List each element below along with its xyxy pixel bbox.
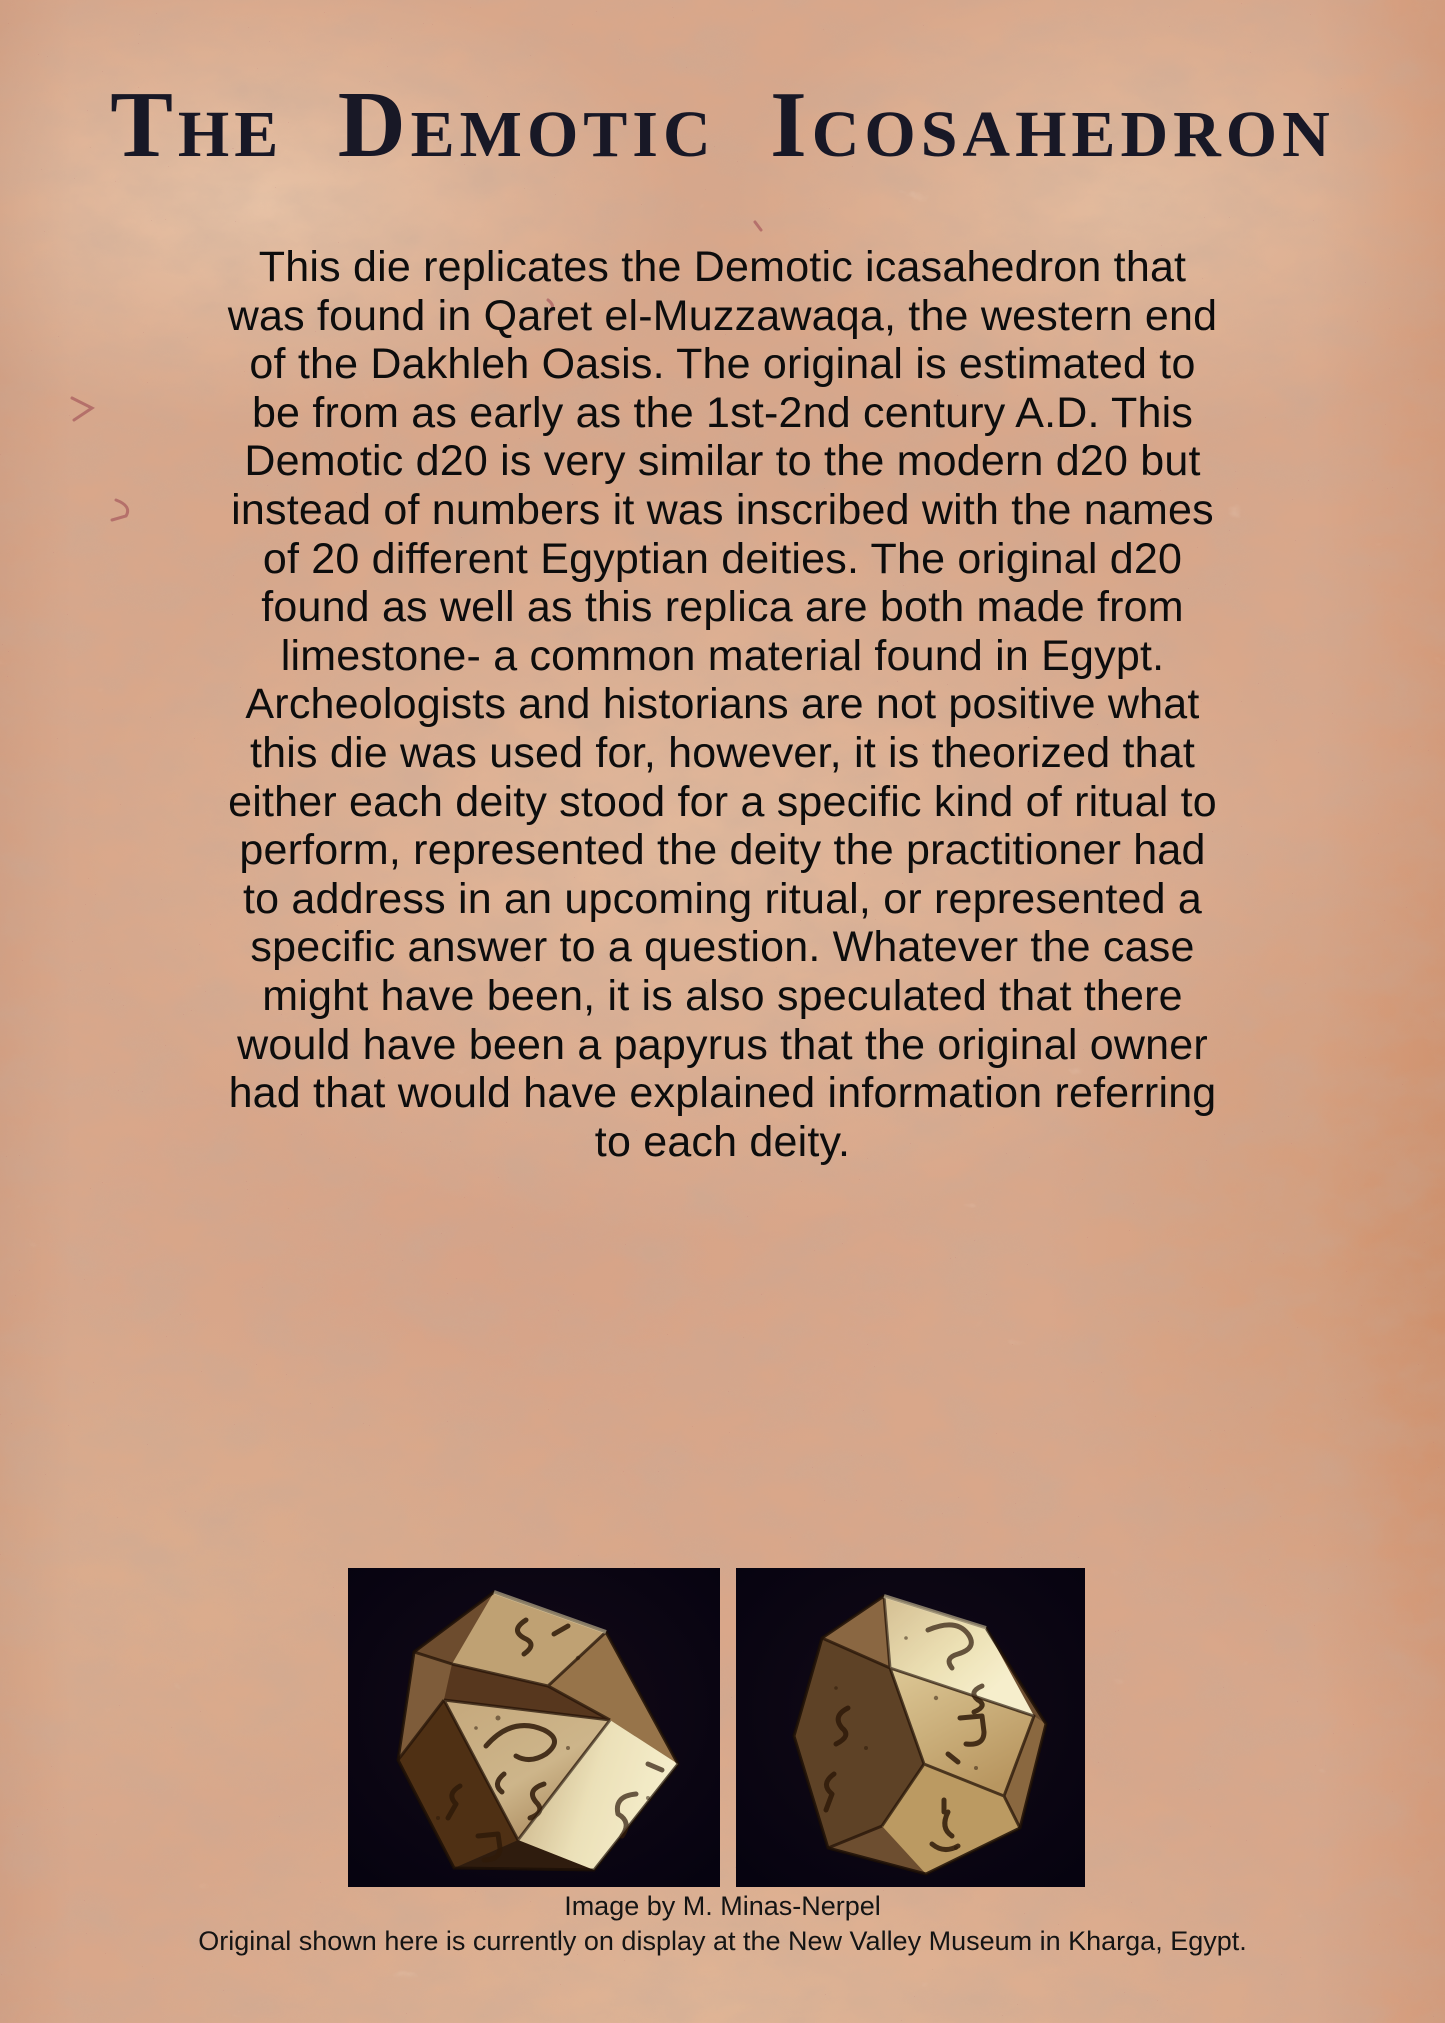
photo-caption [0, 1889, 1445, 1959]
paragraph-line: Archeologists and historians are not positive what [245, 680, 1200, 729]
paragraph-line: would have been a papyrus that the original owner [237, 1020, 1208, 1069]
paragraph-line: either each deity stood for a specific kind of ritual to [228, 777, 1217, 826]
paragraph-line: Demotic d20 is very similar to the modern d20 but [244, 437, 1201, 486]
paragraph-line: might have been, it is also speculated that there [262, 971, 1183, 1020]
die-photo-strip [348, 1568, 1085, 1887]
paragraph-line: of the Dakhleh Oasis. The original is estimated to [249, 340, 1196, 389]
paragraph-line: instead of numbers it was inscribed with the names [231, 485, 1214, 534]
paragraph-line: was found in Qaret el-Muzzawaqa, the western end [227, 291, 1218, 340]
paragraph-line: to each deity. [594, 1117, 851, 1166]
paragraph-line: be from as early as the 1st-2nd century A.D. This [251, 388, 1194, 437]
paragraph-line: to address in an upcoming ritual, or represented a [243, 874, 1202, 923]
paragraph-line: limestone- a common material found in Egypt. [280, 631, 1165, 680]
caption-location: Original shown here is currently on display at the New Valley Museum in Kharga, Egypt. [198, 1926, 1247, 1956]
demotic-die-photo-left [348, 1568, 720, 1887]
page-title: The Demotic Icosahedron [110, 73, 1335, 177]
paragraph-line: perform, represented the deity the practitioner had [239, 826, 1206, 875]
paragraph-line: this die was used for, however, it is theorized that [250, 728, 1195, 777]
demotic-die-photo-right [736, 1568, 1085, 1887]
paragraph-line: of 20 different Egyptian deities. The original d20 [262, 534, 1183, 583]
paragraph-line: had that would have explained information referring [228, 1069, 1217, 1118]
paragraph-line: found as well as this replica are both made from [261, 583, 1184, 632]
body-paragraph [50, 243, 1395, 1166]
paragraph-line: This die replicates the Demotic icasahedron that [258, 243, 1187, 291]
caption-credit: Image by M. Minas-Nerpel [564, 1891, 881, 1921]
paragraph-line: specific answer to a question. Whatever the case [250, 923, 1195, 972]
